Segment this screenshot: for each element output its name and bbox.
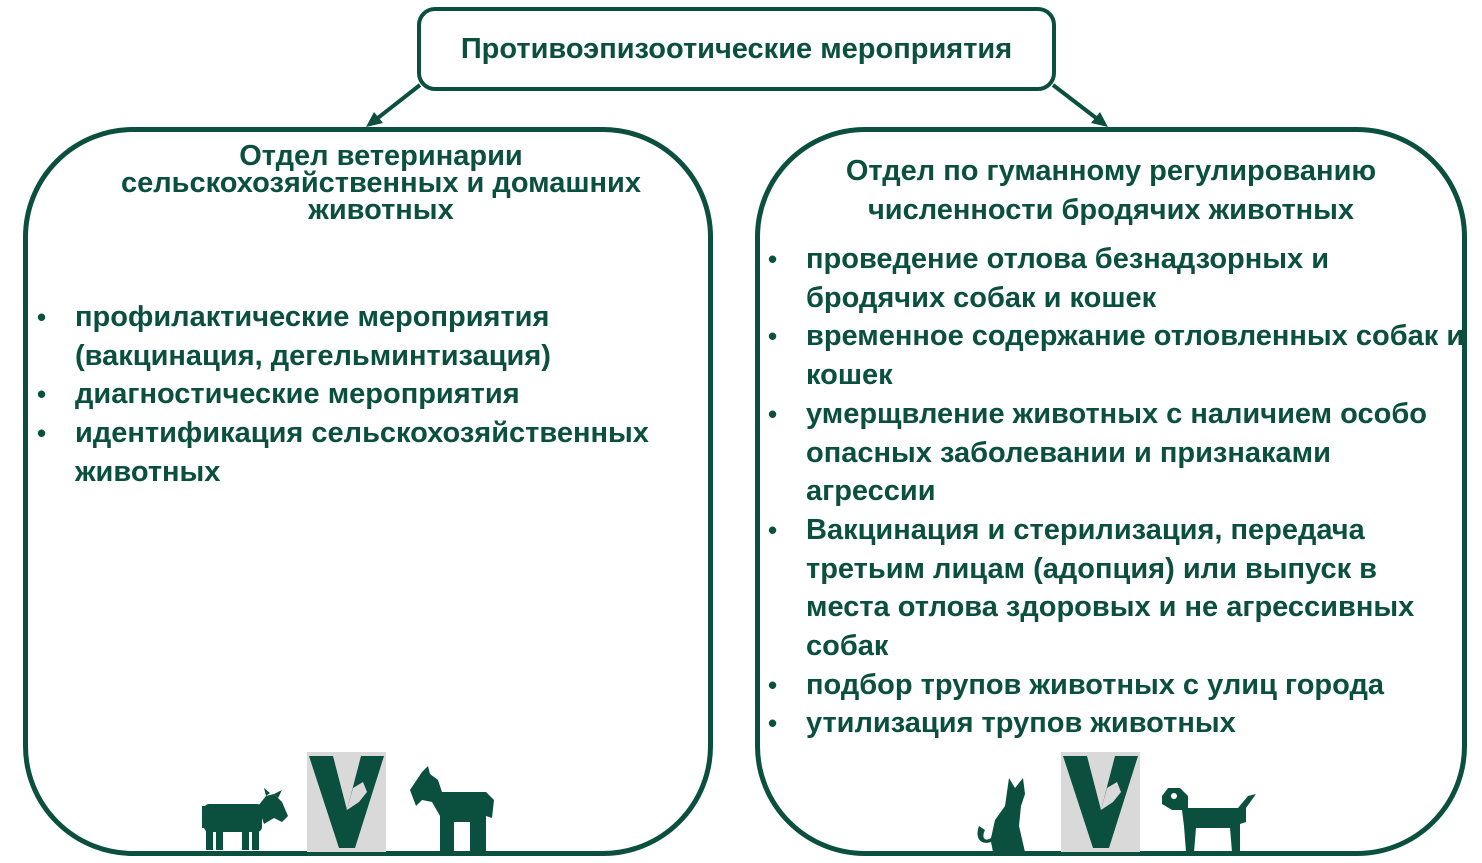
logo-v-icon	[1061, 752, 1140, 852]
list-item: • диагностические мероприятия	[25, 375, 695, 414]
cow-icon	[202, 788, 290, 852]
title-box	[417, 7, 1056, 91]
list-item: • утилизация трупов животных	[756, 704, 1466, 743]
left-panel-list	[25, 298, 695, 492]
cat-icon	[975, 776, 1031, 854]
horse-icon	[408, 766, 496, 852]
list-item: • подбор трупов животных с улиц города	[756, 666, 1466, 705]
left-heading-line: Отдел ветеринарии	[239, 140, 523, 172]
list-item: • профилактические мероприятия (вакцинация, дегельминтизация)	[25, 298, 695, 375]
arrow-right-line	[1053, 85, 1100, 121]
list-item: • умерщвление животных с наличием особо опасных заболевании и признаками агрессии	[756, 395, 1466, 511]
left-panel-heading	[40, 140, 722, 226]
logo-v-icon	[307, 752, 386, 852]
right-heading-line: численности бродячих животных	[867, 194, 1355, 226]
left-heading-line: животных	[308, 194, 454, 226]
dog-icon	[1158, 786, 1258, 852]
right-heading-line: Отдел по гуманному регулированию	[845, 155, 1377, 187]
arrow-left-line	[374, 85, 420, 121]
list-item: • временное содержание отловленных собак и кошек	[756, 317, 1466, 394]
diagram-title: Противоэпизоотические мероприятия	[460, 32, 1013, 65]
list-item: • Вакцинация и стерилизация, передача третьим лицам (адопция) или выпуск в места отлова здоровых и не агрессивных собак	[756, 511, 1466, 666]
list-item: • идентификация сельскохозяйственных животных	[25, 414, 695, 491]
list-item: • проведение отлова безнадзорных и бродячих собак и кошек	[756, 240, 1466, 317]
right-panel-list	[756, 240, 1466, 743]
right-panel-heading	[770, 152, 1452, 230]
left-heading-line: сельскохозяйственных и домашних	[120, 167, 642, 199]
